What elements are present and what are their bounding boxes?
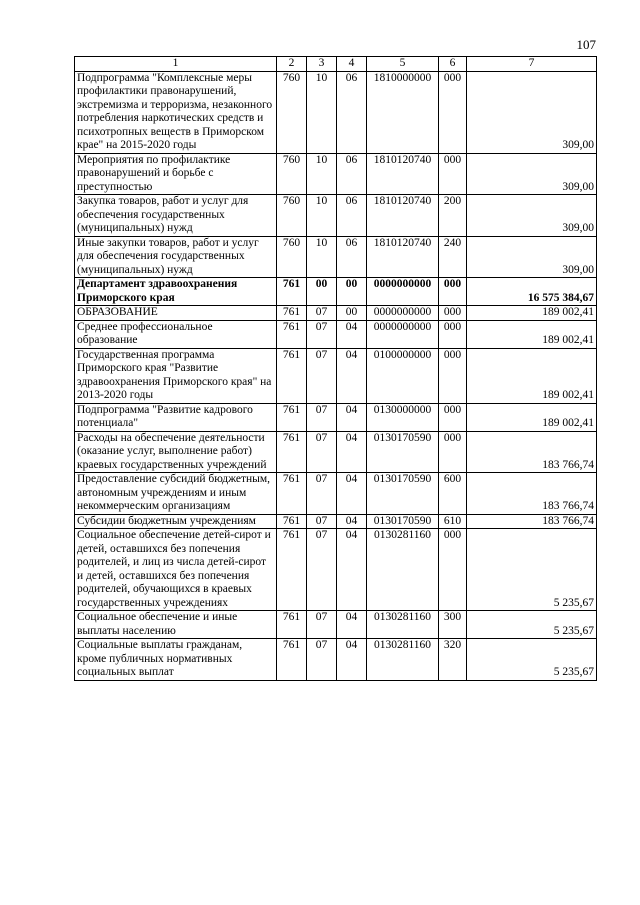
- row-target-code: 0130170590: [367, 473, 439, 515]
- row-amount: 183 766,74: [467, 473, 597, 515]
- row-amount: 183 766,74: [467, 431, 597, 473]
- row-section-code: 07: [307, 403, 337, 431]
- page-number: 107: [576, 37, 596, 52]
- row-name: Социальные выплаты гражданам, кроме публичных нормативных социальных выплат: [75, 639, 277, 681]
- row-target-code: 0000000000: [367, 320, 439, 348]
- row-subsection-code: 04: [337, 611, 367, 639]
- table-row: [75, 403, 597, 431]
- row-ministry-code: 761: [277, 611, 307, 639]
- row-target-code: 0000000000: [367, 306, 439, 321]
- row-name: Закупка товаров, работ и услуг для обеспечения государственных (муниципальных) нужд: [75, 195, 277, 237]
- row-section-code: 00: [307, 278, 337, 306]
- row-amount: 309,00: [467, 153, 597, 195]
- row-target-code: 0100000000: [367, 348, 439, 403]
- row-section-code: 10: [307, 153, 337, 195]
- row-expense-type: 600: [439, 473, 467, 515]
- row-subsection-code: 04: [337, 348, 367, 403]
- row-target-code: 0000000000: [367, 278, 439, 306]
- row-name: Социальное обеспечение детей-сирот и детей, оставшихся без попечения родителей, и лиц из числа детей-сирот и детей, оставшихся без попечения родителей, обучающихся в краевых государственных учреждениях: [75, 529, 277, 611]
- row-ministry-code: 761: [277, 431, 307, 473]
- row-section-code: 07: [307, 529, 337, 611]
- row-ministry-code: 760: [277, 71, 307, 153]
- row-subsection-code: 06: [337, 71, 367, 153]
- table-row: [75, 71, 597, 153]
- row-subsection-code: 00: [337, 306, 367, 321]
- row-amount: 309,00: [467, 195, 597, 237]
- budget-table: [74, 56, 597, 681]
- row-amount: 309,00: [467, 71, 597, 153]
- row-target-code: 0130000000: [367, 403, 439, 431]
- row-ministry-code: 760: [277, 236, 307, 278]
- row-subsection-code: 00: [337, 278, 367, 306]
- header-col-3: 3: [307, 57, 337, 72]
- row-name: Подпрограмма "Развитие кадрового потенциала": [75, 403, 277, 431]
- row-expense-type: 240: [439, 236, 467, 278]
- table-row: [75, 611, 597, 639]
- row-amount: 189 002,41: [467, 320, 597, 348]
- row-expense-type: 000: [439, 431, 467, 473]
- table-row: [75, 431, 597, 473]
- row-ministry-code: 761: [277, 514, 307, 529]
- row-name: Предоставление субсидий бюджетным, автономным учреждениям и иным некоммерческим организациям: [75, 473, 277, 515]
- row-subsection-code: 04: [337, 473, 367, 515]
- row-amount: 5 235,67: [467, 639, 597, 681]
- row-expense-type: 000: [439, 529, 467, 611]
- row-amount: 309,00: [467, 236, 597, 278]
- row-subsection-code: 06: [337, 236, 367, 278]
- row-section-code: 07: [307, 514, 337, 529]
- row-amount: 5 235,67: [467, 611, 597, 639]
- row-ministry-code: 761: [277, 306, 307, 321]
- header-col-7: 7: [467, 57, 597, 72]
- table-row: [75, 195, 597, 237]
- row-section-code: 07: [307, 431, 337, 473]
- row-amount: 16 575 384,67: [467, 278, 597, 306]
- row-section-code: 07: [307, 611, 337, 639]
- header-col-6: 6: [439, 57, 467, 72]
- row-expense-type: 300: [439, 611, 467, 639]
- row-amount: 189 002,41: [467, 403, 597, 431]
- row-name: Подпрограмма "Комплексные меры профилактики правонарушений, экстремизма и терроризма, незаконного потребления наркотических средств и психотропных веществ в Приморском крае" на 2015-2020 годы: [75, 71, 277, 153]
- row-expense-type: 610: [439, 514, 467, 529]
- row-subsection-code: 04: [337, 403, 367, 431]
- header-col-2: 2: [277, 57, 307, 72]
- row-subsection-code: 06: [337, 153, 367, 195]
- row-expense-type: 000: [439, 320, 467, 348]
- table-row-department: [75, 278, 597, 306]
- row-amount: 189 002,41: [467, 306, 597, 321]
- row-section-code: 10: [307, 236, 337, 278]
- row-section-code: 10: [307, 195, 337, 237]
- row-expense-type: 000: [439, 278, 467, 306]
- row-amount: 189 002,41: [467, 348, 597, 403]
- row-expense-type: 000: [439, 153, 467, 195]
- row-subsection-code: 04: [337, 320, 367, 348]
- row-name: Среднее профессиональное образование: [75, 320, 277, 348]
- row-target-code: 0130281160: [367, 529, 439, 611]
- row-name: Государственная программа Приморского края "Развитие здравоохранения Приморского края" на 2013-2020 годы: [75, 348, 277, 403]
- row-target-code: 0130281160: [367, 611, 439, 639]
- row-section-code: 07: [307, 306, 337, 321]
- header-col-4: 4: [337, 57, 367, 72]
- row-expense-type: 000: [439, 71, 467, 153]
- row-amount: 183 766,74: [467, 514, 597, 529]
- row-expense-type: 320: [439, 639, 467, 681]
- row-subsection-code: 06: [337, 195, 367, 237]
- row-ministry-code: 761: [277, 529, 307, 611]
- row-subsection-code: 04: [337, 431, 367, 473]
- row-target-code: 1810000000: [367, 71, 439, 153]
- row-target-code: 0130281160: [367, 639, 439, 681]
- table-header-row: [75, 57, 597, 72]
- row-expense-type: 200: [439, 195, 467, 237]
- row-target-code: 1810120740: [367, 236, 439, 278]
- table-row: [75, 639, 597, 681]
- row-target-code: 0130170590: [367, 514, 439, 529]
- table-row: [75, 320, 597, 348]
- row-target-code: 0130170590: [367, 431, 439, 473]
- row-subsection-code: 04: [337, 639, 367, 681]
- row-target-code: 1810120740: [367, 153, 439, 195]
- row-expense-type: 000: [439, 348, 467, 403]
- row-subsection-code: 04: [337, 529, 367, 611]
- row-name: Субсидии бюджетным учреждениям: [75, 514, 277, 529]
- row-ministry-code: 761: [277, 639, 307, 681]
- row-section-code: 07: [307, 473, 337, 515]
- row-ministry-code: 761: [277, 473, 307, 515]
- row-subsection-code: 04: [337, 514, 367, 529]
- table-row: [75, 236, 597, 278]
- row-ministry-code: 760: [277, 153, 307, 195]
- row-name: Социальное обеспечение и иные выплаты населению: [75, 611, 277, 639]
- row-name: Расходы на обеспечение деятельности (оказание услуг, выполнение работ) краевых государственных учреждений: [75, 431, 277, 473]
- row-expense-type: 000: [439, 403, 467, 431]
- table-row: [75, 348, 597, 403]
- row-ministry-code: 760: [277, 195, 307, 237]
- row-name: Иные закупки товаров, работ и услуг для обеспечения государственных (муниципальных) нужд: [75, 236, 277, 278]
- row-ministry-code: 761: [277, 348, 307, 403]
- row-ministry-code: 761: [277, 278, 307, 306]
- table-row: [75, 514, 597, 529]
- row-expense-type: 000: [439, 306, 467, 321]
- table-row: [75, 473, 597, 515]
- row-name: Департамент здравоохранения Приморского края: [75, 278, 277, 306]
- header-col-5: 5: [367, 57, 439, 72]
- table-row: [75, 306, 597, 321]
- row-section-code: 07: [307, 320, 337, 348]
- row-section-code: 10: [307, 71, 337, 153]
- row-ministry-code: 761: [277, 320, 307, 348]
- header-col-1: 1: [75, 57, 277, 72]
- row-ministry-code: 761: [277, 403, 307, 431]
- row-amount: 5 235,67: [467, 529, 597, 611]
- row-target-code: 1810120740: [367, 195, 439, 237]
- table-row: [75, 153, 597, 195]
- row-section-code: 07: [307, 348, 337, 403]
- row-section-code: 07: [307, 639, 337, 681]
- table-row: [75, 529, 597, 611]
- row-name: Мероприятия по профилактике правонарушений и борьбе с преступностью: [75, 153, 277, 195]
- row-name: ОБРАЗОВАНИЕ: [75, 306, 277, 321]
